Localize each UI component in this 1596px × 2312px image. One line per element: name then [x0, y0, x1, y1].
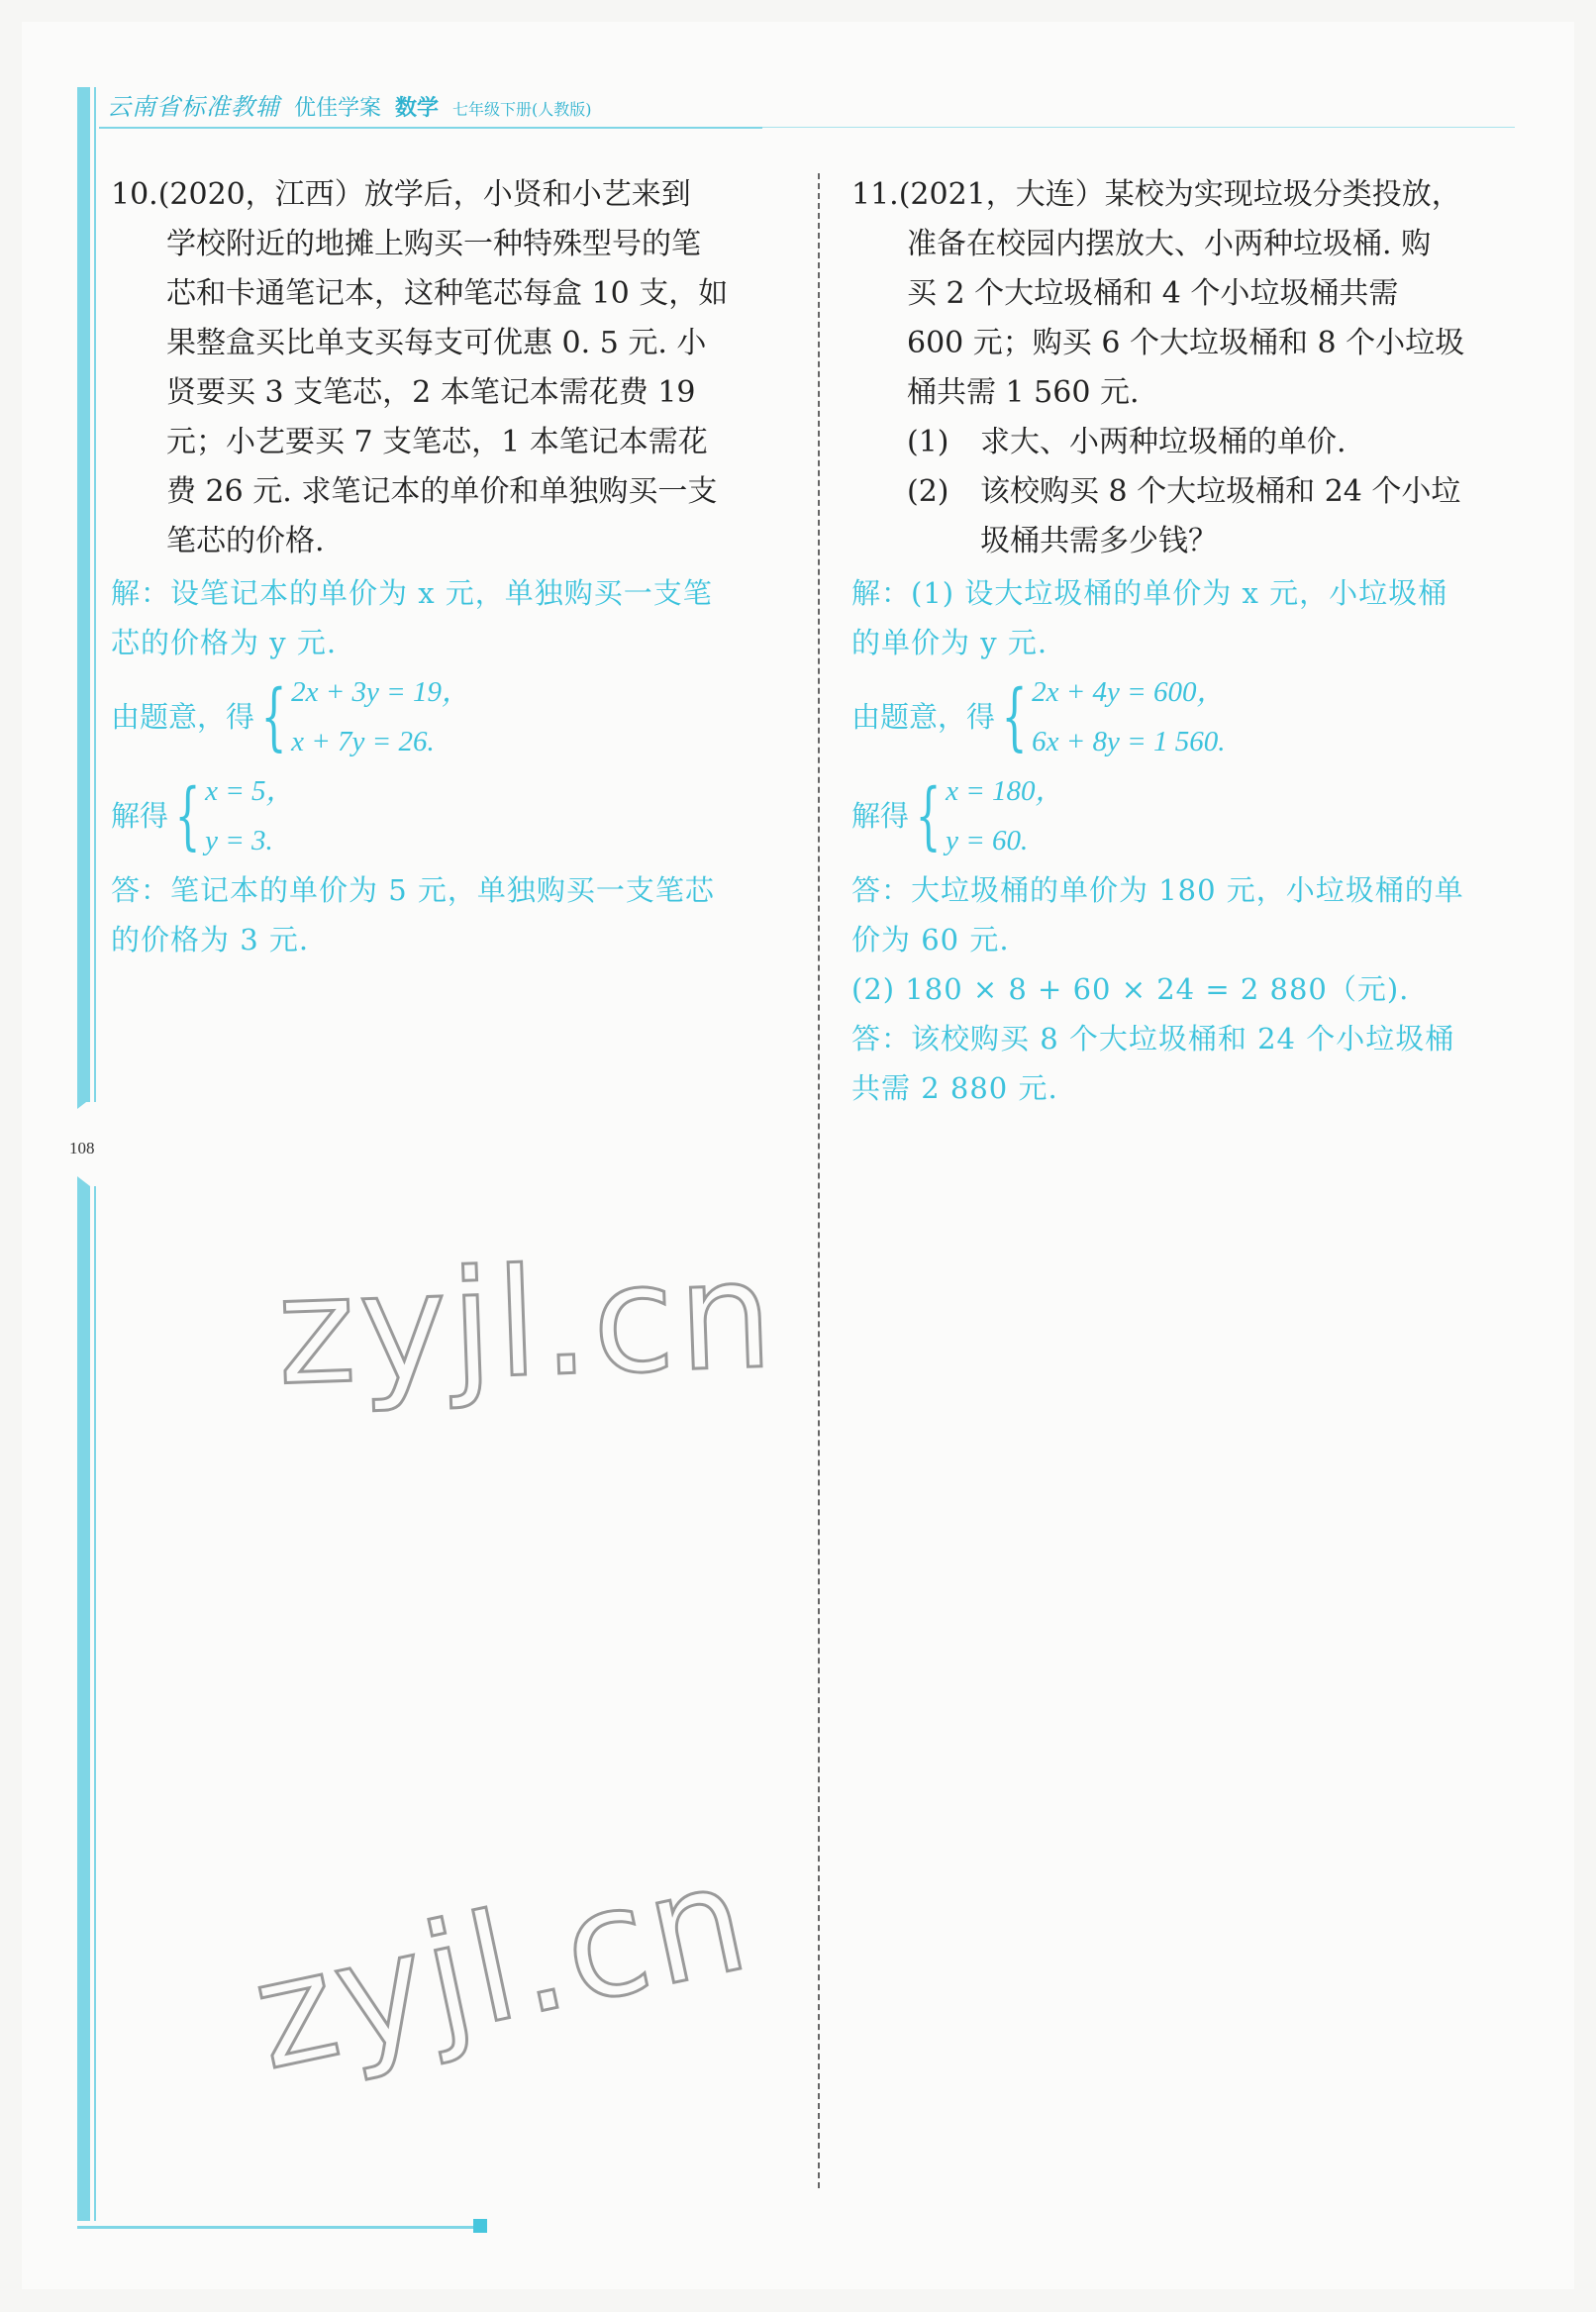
question-11-line: [851, 170, 1525, 220]
equation-system-label: 由题意，得: [111, 700, 255, 734]
left-brace: {: [915, 773, 942, 858]
watermark: zyjl.cn: [240, 1831, 764, 2104]
question-text-line: 600 元；购买 6 个大垃圾桶和 8 个小垃圾: [907, 326, 1465, 360]
question-text-line: 费 26 元. 求笔记本的单价和单独购买一支: [166, 474, 718, 509]
answer-line: 答：该校购买 8 个大垃圾桶和 24 个小垃圾桶: [851, 1022, 1455, 1055]
header-grade: 七年级下册(人教版): [452, 100, 592, 119]
left-accent-line-top: [94, 87, 96, 1102]
header-brand: 云南省标准教辅: [107, 93, 280, 121]
left-accent-bar-bottom: [77, 1186, 90, 2221]
answer-line: (2) 180 × 8 + 60 × 24 = 2 880（元).: [851, 972, 1410, 1006]
equation-system-label: 由题意，得: [851, 700, 996, 734]
question-text-line: 买 2 个大垃圾桶和 4 个小垃圾桶共需: [907, 276, 1399, 311]
equation: 2x + 3y = 19，: [291, 676, 470, 708]
sub-question-text: 该校购买 8 个大垃圾桶和 24 个小垃: [980, 474, 1461, 509]
page-number: 108: [69, 1139, 95, 1157]
watermark: zyjl.cn: [274, 1229, 779, 1419]
bottom-rule-marker: [473, 2219, 487, 2233]
answer-line: 的价格为 3 元.: [111, 923, 310, 956]
question-text-line: (2020，江西）放学后，小贤和小艺来到: [157, 177, 691, 212]
equation-system-given: [851, 667, 1525, 766]
question-text-line: 果整盒买比单支买每支可优惠 0. 5 元. 小: [166, 326, 707, 360]
equation-system-solution: [111, 766, 782, 865]
equation: y = 3.: [205, 825, 273, 856]
sub-question-label: (2): [907, 474, 949, 509]
equation-system-given: [111, 667, 782, 766]
bottom-rule: [77, 2226, 478, 2229]
sub-question-text: 求大、小两种垃圾桶的单价.: [980, 425, 1347, 459]
page-tab-notch-top: [77, 1099, 90, 1109]
sub-question-2-cont: [851, 517, 1525, 566]
question-text-line: 芯和卡通笔记本，这种笔芯每盒 10 支，如: [166, 276, 729, 311]
answer-line: 的单价为 y 元.: [851, 626, 1048, 659]
running-header: [107, 87, 592, 127]
answer-line: 芯的价格为 y 元.: [111, 626, 338, 659]
left-brace: {: [174, 773, 201, 858]
answer-line: 价为 60 元.: [851, 923, 1010, 956]
equation: 6x + 8y = 1 560.: [1032, 726, 1226, 757]
equation: x + 7y = 26.: [291, 726, 435, 757]
question-text-line: 贤要买 3 支笔芯，2 本笔记本需花费 19: [166, 375, 696, 410]
left-brace: {: [260, 674, 287, 759]
equation: x = 5，: [205, 775, 295, 807]
header-series: 优佳学案: [294, 96, 382, 121]
question-11: [851, 170, 1525, 1113]
answer-line: 解：(1) 设大垃圾桶的单价为 x 元，小垃圾桶: [851, 576, 1448, 610]
answer-line: 共需 2 880 元.: [851, 1071, 1058, 1105]
question-number: 11.: [851, 177, 899, 212]
equation: y = 60.: [946, 825, 1029, 856]
answer-line: 解：设笔记本的单价为 x 元，单独购买一支笔: [111, 576, 713, 610]
header-subject: 数学: [395, 95, 440, 121]
answer-11: [851, 568, 1525, 1113]
sub-question-label: (1): [907, 425, 949, 459]
sub-question-text: 圾桶共需多少钱？: [980, 524, 1218, 558]
question-text-line: 桶共需 1 560 元.: [907, 375, 1140, 410]
column-divider: [818, 173, 820, 2188]
equation-system-solution: [851, 766, 1525, 865]
sub-question-2: [851, 467, 1525, 517]
question-text-line: (2021，大连）某校为实现垃圾分类投放，: [898, 177, 1461, 212]
left-accent-line-bottom: [94, 1186, 96, 2221]
header-rule-thin: [762, 127, 1515, 128]
question-10-line: [111, 170, 782, 220]
left-brace: {: [1001, 674, 1028, 759]
equation: 2x + 4y = 600，: [1032, 676, 1226, 708]
question-text-line: 元；小艺要买 7 支笔芯，1 本笔记本需花: [166, 425, 708, 459]
answer-10: [111, 568, 782, 964]
question-text-line: 学校附近的地摊上购买一种特殊型号的笔: [166, 227, 701, 261]
equation: x = 180，: [946, 775, 1064, 807]
question-number: 10.: [111, 177, 158, 212]
question-10: [111, 170, 782, 964]
question-text-line: 笔芯的价格.: [166, 524, 325, 558]
equation-system-label: 解得: [111, 799, 169, 833]
sub-question-1: [851, 418, 1525, 467]
question-text-line: 准备在校园内摆放大、小两种垃圾桶. 购: [907, 227, 1432, 261]
page-tab-notch-bottom: [77, 1176, 90, 1186]
left-accent-bar-top: [77, 87, 90, 1102]
answer-line: 答：笔记本的单价为 5 元，单独购买一支笔芯: [111, 873, 715, 907]
answer-line: 答：大垃圾桶的单价为 180 元，小垃圾桶的单: [851, 873, 1464, 907]
equation-system-label: 解得: [851, 799, 910, 833]
header-rule: [99, 127, 762, 129]
